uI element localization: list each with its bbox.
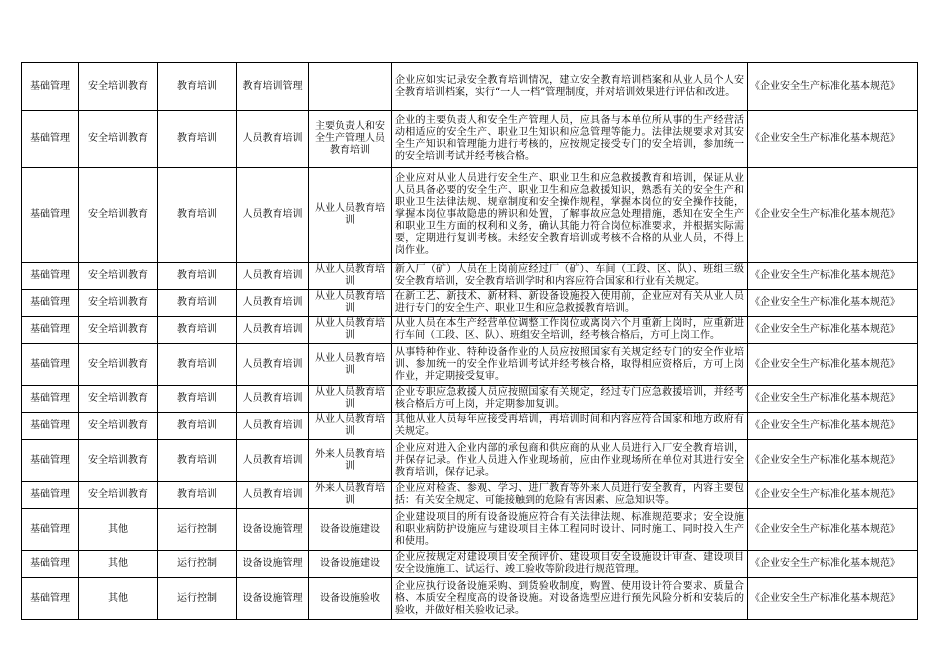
category-cell: 基础管理 <box>22 63 79 111</box>
category-cell: 基础管理 <box>22 482 79 509</box>
subcategory-cell: 安全培训教育 <box>79 440 158 482</box>
requirement-text-cell: 企业建设项目的所有设备设施应符合有关法律法规、标准规范要求；安全设施和职业病防护设施应与建设项目主体工程同时设计、同时施工、同时投入生产和使用。 <box>392 509 748 551</box>
item-cell: 人员教育培训 <box>237 168 309 263</box>
requirement-text-cell: 企业专职应急救援人员应按照国家有关规定，经过专门应急救援培训，并经考核合格后方可上岗，并定期参加复训。 <box>392 386 748 413</box>
item-cell: 人员教育培训 <box>237 111 309 168</box>
source-cell: 《企业安全生产标准化基本规范》 <box>748 263 918 290</box>
subitem-cell: 从业人员教育培训 <box>309 317 392 344</box>
table-row <box>22 111 918 168</box>
element-cell: 教育培训 <box>158 63 237 111</box>
category-cell: 基础管理 <box>22 317 79 344</box>
subcategory-cell: 安全培训教育 <box>79 317 158 344</box>
subcategory-cell: 安全培训教育 <box>79 111 158 168</box>
subitem-cell: 从业人员教育培训 <box>309 413 392 440</box>
source-cell: 《企业安全生产标准化基本规范》 <box>748 317 918 344</box>
table-row <box>22 482 918 509</box>
source-cell: 《企业安全生产标准化基本规范》 <box>748 386 918 413</box>
source-cell: 《企业安全生产标准化基本规范》 <box>748 440 918 482</box>
source-cell: 《企业安全生产标准化基本规范》 <box>748 551 918 578</box>
source-cell: 《企业安全生产标准化基本规范》 <box>748 111 918 168</box>
category-cell: 基础管理 <box>22 263 79 290</box>
element-cell: 教育培训 <box>158 386 237 413</box>
item-cell: 设备设施管理 <box>237 551 309 578</box>
requirement-text-cell: 企业应执行设备设施采购、到货验收制度，购置、使用设计符合要求、质量合格、本质安全程度高的设备设施。对设备选型应进行预先风险分析和安装后的验收，并做好相关验收记录。 <box>392 578 748 620</box>
table-row <box>22 290 918 317</box>
subcategory-cell: 其他 <box>79 509 158 551</box>
element-cell: 教育培训 <box>158 263 237 290</box>
subcategory-cell: 安全培训教育 <box>79 263 158 290</box>
subitem-cell: 从业人员教育培训 <box>309 263 392 290</box>
subcategory-cell: 其他 <box>79 551 158 578</box>
subcategory-cell: 安全培训教育 <box>79 290 158 317</box>
element-cell: 教育培训 <box>158 344 237 386</box>
subitem-cell: 外来人员教育培训 <box>309 482 392 509</box>
table-row <box>22 551 918 578</box>
item-cell: 人员教育培训 <box>237 482 309 509</box>
element-cell: 教育培训 <box>158 317 237 344</box>
table-body <box>22 63 918 620</box>
subitem-cell: 外来人员教育培训 <box>309 440 392 482</box>
subitem-cell: 设备设施验收 <box>309 578 392 620</box>
table-row <box>22 168 918 263</box>
requirement-text-cell: 企业应对进入企业内部的承包商和供应商的从业人员进行入厂安全教育培训，并保存记录。作业人员进入作业现场前，应由作业现场所在单位对其进行安全教育培训，保存记录。 <box>392 440 748 482</box>
table-row <box>22 344 918 386</box>
element-cell: 运行控制 <box>158 509 237 551</box>
requirement-text-cell: 企业应按规定对建设项目安全预评价、建设项目安全设施设计审查、建设项目安全设施施工、试运行、竣工验收等阶段进行规范管理。 <box>392 551 748 578</box>
source-cell: 《企业安全生产标准化基本规范》 <box>748 63 918 111</box>
table-row <box>22 578 918 620</box>
item-cell: 设备设施管理 <box>237 509 309 551</box>
subcategory-cell: 安全培训教育 <box>79 63 158 111</box>
subitem-cell: 从业人员教育培训 <box>309 386 392 413</box>
item-cell: 人员教育培训 <box>237 290 309 317</box>
subcategory-cell: 安全培训教育 <box>79 413 158 440</box>
subitem-cell: 从业人员教育培训 <box>309 344 392 386</box>
source-cell: 《企业安全生产标准化基本规范》 <box>748 290 918 317</box>
category-cell: 基础管理 <box>22 168 79 263</box>
source-cell: 《企业安全生产标准化基本规范》 <box>748 344 918 386</box>
table-row <box>22 63 918 111</box>
requirement-text-cell: 企业应对检查、参观、学习、进厂教育等外来人员进行安全教育，内容主要包括：有关安全规定、可能接触到的危险有害因素、应急知识等。 <box>392 482 748 509</box>
item-cell: 人员教育培训 <box>237 386 309 413</box>
requirement-text-cell: 从事特种作业、特种设备作业的人员应按照国家有关规定经专门的安全作业培训、参加统一的安全作业培训考试并经考核合格，取得相应资格后，方可上岗作业，并定期接受复审。 <box>392 344 748 386</box>
element-cell: 运行控制 <box>158 551 237 578</box>
subcategory-cell: 安全培训教育 <box>79 482 158 509</box>
element-cell: 教育培训 <box>158 440 237 482</box>
item-cell: 人员教育培训 <box>237 263 309 290</box>
element-cell: 教育培训 <box>158 168 237 263</box>
element-cell: 教育培训 <box>158 111 237 168</box>
requirement-text-cell: 在新工艺、新技术、新材料、新设备设施投入使用前，企业应对有关从业人员进行专门的安全生产、职业卫生和应急救援教育培训。 <box>392 290 748 317</box>
subitem-cell: 从业人员教育培训 <box>309 290 392 317</box>
category-cell: 基础管理 <box>22 551 79 578</box>
subitem-cell: 从业人员教育培训 <box>309 168 392 263</box>
subitem-cell: 设备设施建设 <box>309 551 392 578</box>
subcategory-cell: 安全培训教育 <box>79 344 158 386</box>
element-cell: 教育培训 <box>158 290 237 317</box>
category-cell: 基础管理 <box>22 413 79 440</box>
subitem-cell <box>309 63 392 111</box>
table-row <box>22 263 918 290</box>
item-cell: 人员教育培训 <box>237 440 309 482</box>
category-cell: 基础管理 <box>22 440 79 482</box>
requirement-text-cell: 其他从业人员每年应接受再培训，再培训时间和内容应符合国家和地方政府有关规定。 <box>392 413 748 440</box>
item-cell: 教育培训管理 <box>237 63 309 111</box>
category-cell: 基础管理 <box>22 509 79 551</box>
table-row <box>22 509 918 551</box>
category-cell: 基础管理 <box>22 111 79 168</box>
subitem-cell: 主要负责人和安全生产管理人员教育培训 <box>309 111 392 168</box>
table-row <box>22 440 918 482</box>
subcategory-cell: 其他 <box>79 578 158 620</box>
category-cell: 基础管理 <box>22 578 79 620</box>
item-cell: 设备设施管理 <box>237 578 309 620</box>
item-cell: 人员教育培训 <box>237 344 309 386</box>
requirement-text-cell: 企业应对从业人员进行安全生产、职业卫生和应急救援教育和培训，保证从业人员具备必要的安全生产、职业卫生和应急救援知识，熟悉有关的安全生产和职业卫生法律法规、规章制度和安全操作规程，掌握本岗位的安全操作技能，掌握本岗位事故隐患的辨识和处置，了解事故应急处理措施，悉知在安全生产和职业卫生方面的权利和义务，确认其能力符合岗位标准要求，并根据实际需要，定期进行复训考核。未经安全教育培训或考核不合格的从业人员，不得上岗作业。 <box>392 168 748 263</box>
requirement-text-cell: 新入厂（矿）人员在上岗前应经过厂（矿）、车间（工段、区、队）、班组三级安全教育培训，安全教育培训学时和内容应符合国家和行业有关规定。 <box>392 263 748 290</box>
item-cell: 人员教育培训 <box>237 413 309 440</box>
source-cell: 《企业安全生产标准化基本规范》 <box>748 578 918 620</box>
requirement-text-cell: 企业的主要负责人和安全生产管理人员，应具备与本单位所从事的生产经营活动相适应的安全生产、职业卫生知识和应急管理等能力。法律法规要求对其安全生产知识和管理能力进行考核的，应按规定接受专门的安全培训，参加统一的安全培训考试并经考核合格。 <box>392 111 748 168</box>
element-cell: 教育培训 <box>158 482 237 509</box>
source-cell: 《企业安全生产标准化基本规范》 <box>748 509 918 551</box>
table-row <box>22 386 918 413</box>
requirement-text-cell: 企业应如实记录安全教育培训情况，建立安全教育培训档案和从业人员个人安全教育培训档案，实行“一人一档”管理制度，并对培训效果进行评估和改进。 <box>392 63 748 111</box>
element-cell: 运行控制 <box>158 578 237 620</box>
subitem-cell: 设备设施建设 <box>309 509 392 551</box>
category-cell: 基础管理 <box>22 344 79 386</box>
element-cell: 教育培训 <box>158 413 237 440</box>
subcategory-cell: 安全培训教育 <box>79 386 158 413</box>
category-cell: 基础管理 <box>22 386 79 413</box>
category-cell: 基础管理 <box>22 290 79 317</box>
item-cell: 人员教育培训 <box>237 317 309 344</box>
table-row <box>22 413 918 440</box>
subcategory-cell: 安全培训教育 <box>79 168 158 263</box>
standard-table <box>21 62 918 620</box>
source-cell: 《企业安全生产标准化基本规范》 <box>748 168 918 263</box>
requirement-text-cell: 从业人员在本生产经营单位调整工作岗位或离岗六个月重新上岗时，应重新进行车间（工段、区、队）、班组安全培训，经考核合格后，方可上岗工作。 <box>392 317 748 344</box>
table-row <box>22 317 918 344</box>
source-cell: 《企业安全生产标准化基本规范》 <box>748 413 918 440</box>
source-cell: 《企业安全生产标准化基本规范》 <box>748 482 918 509</box>
